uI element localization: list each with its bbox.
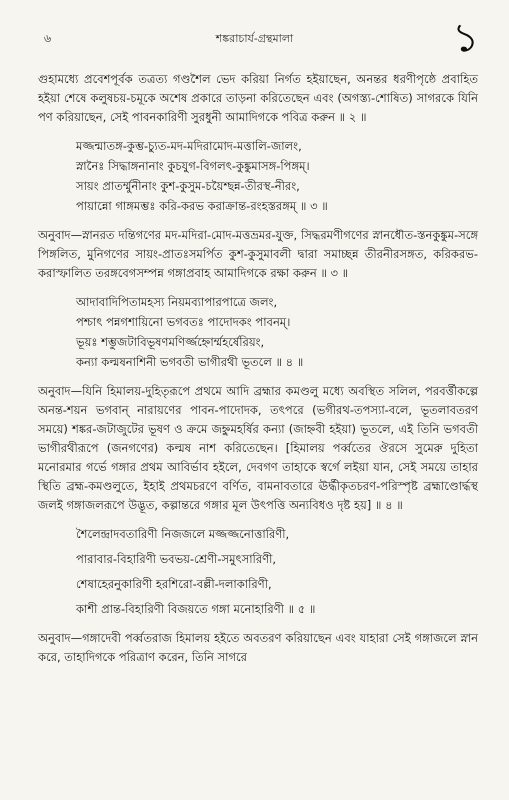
- verse-line: পারাবার-বিহারিণী ভবভয়-শ্রেণী-সমুৎসারিণী,: [76, 552, 277, 566]
- running-title: শঙ্করাচার্য-গ্রন্থমালা: [215, 32, 294, 45]
- verse-line: কন্যা কল্মষনাশিনী ভগবতী ভাগীরথী ভূতলে ॥ ৪ ॥: [76, 355, 304, 369]
- verse-4: [76, 293, 478, 372]
- verse-line: ভূয়ঃ শম্ভুজটাবিভূষণমণির্জ্জহ্নোর্ম্মহর্ষেরিয়ং,: [76, 335, 265, 349]
- verse-line: মজ্জন্মাতঙ্গ-কুম্ভ-চ্যুত-মদ-মদিরামোদ-মত্তালি-জালং,: [76, 139, 302, 153]
- verse-line: পায়ান্নো গাঙ্গমম্ভঃ করি-করভ করাক্রান্ত-রংহস্তরঙ্গম্ ॥ ৩ ॥: [76, 199, 328, 213]
- verse-line: স্নানৈঃ সিদ্ধাঙ্গনানাং কুচযুগ-বিগলৎ-কুঙ্কুমাসঙ্গ-পিঙ্গম্।: [76, 159, 310, 173]
- paragraph-translation-5: অনুবাদ—গঙ্গাদেবী পর্ব্বতরাজ হিমালয় হইতে অবতরণ করিয়াছেন এবং যাহারা সেই গঙ্গাজলে স্নান করে, তাহাদিগকে পরিত্রাণ করেন, তিনি সাগরে: [38, 631, 478, 664]
- running-header: [44, 30, 465, 50]
- paragraph-translation-2: গুহামধ্যে প্রবেশপূর্বক তত্রত্য গণ্ডশৈল ভেদ করিয়া নির্গত হইয়াছেন, অনন্তর ধরণীপৃষ্ঠে প্রবাহিত হইয়া শেষে কলুষচয়-চমূকে অশেষ প্রকারে তাড়না করিতেছেন এবং (অগস্ত্য-শোষিত) সাগরকে যিনি পণ করিয়াছেন, সেই পাবনকারিণী সুরধুনী আমাদিগকে পবিত্র করুন ॥ ২ ॥: [38, 72, 478, 124]
- paragraph-translation-3: অনুবাদ—স্নানরত দন্তিগণের মদ-মদিরা-মোদ-মত্তভ্রমর-যুক্ত, সিদ্ধরমণীগণের স্নানধৌত-স্তনকুঙ্কুম-সঙ্গে পিঙ্গলিত, মুনিগণের সায়ং-প্রাতঃসমর্পিত কুশ-কুসুমাবলী দ্বারা সমাচ্ছন্ন তীরনীরসঙ্গত, করিকরভ-করাস্ফালিত তরঙ্গবেগসম্পন্ন গঙ্গাপ্রবাহ আমাদিগকে রক্ষা করুন ॥ ৩ ॥: [38, 228, 478, 280]
- page-body: [38, 70, 478, 673]
- verse-5: [76, 525, 478, 619]
- verse-line: পশ্চাৎ পন্নগশায়িনো ভগবতঃ পাদোদকং পাবনম্।: [76, 315, 291, 329]
- paragraph-translation-4: অনুবাদ—যিনি হিমালয়-দুহিতৃরূপে প্রথমে আদি ব্রহ্মার কমণ্ডলু মধ্যে অবস্থিত সলিল, পরবর্ত্তীকল্পে অনন্ত-শয়ন ভগবান্ নারায়ণের পাবন-পাদোদক, তৎপরে (ভগীরথ-তপস্যা-বলে, ভূতলাবতরণ সময়ে) শঙ্কর-জটাজুটের ভূষণ ও ক্রমে জহ্নুমহর্ষির কন্যা (জাহ্নবী হইয়া) ভূতলে, এই তিনি ভগবতী ভাগীরথীরূপে (জনগণের) কল্মষ নাশ করিতেছেন। [হিমালয় পর্ব্বতের ঔরসে সুমেরু দুহিতা মনোরমার গর্ভে গঙ্গার প্রথম আবির্ভাব হইলে, দেবগণ তাহাকে স্বর্গে লইয়া যান, সেই সময়ে তাহার স্থিতি ব্রহ্ম-কমণ্ডলুতে, ইহাই প্রথমচরণে বর্ণিত, বামনাবতারে ঊর্দ্ধীকৃতচরণ-পরিস্পৃষ্ট ব্রহ্মাণ্ডোর্দ্ধস্থ জলই গঙ্গাজলরূপে উদ্ভূত, কল্পান্তরে গঙ্গার মূল উৎপত্তি অন্যবিধও দৃষ্ট হয়] ॥ ৪ ॥: [38, 384, 478, 512]
- verse-line: কাশী প্রান্ত-বিহারিণী বিজয়তে গঙ্গা মনোহারিণী ॥ ৫ ॥: [76, 602, 316, 616]
- verse-line: শেষাহেরনুকারিণী হরশিরো-বল্লী-দলাকারিণী,: [76, 577, 272, 591]
- verse-line: শৈলেন্দ্রাদবতারিণী নিজজলে মজ্জজ্জনোত্তারিণী,: [76, 527, 290, 541]
- verse-line: সায়ং প্রাতর্ম্মুনীনাং কুশ-কুসুম-চয়ৈশ্ছন্ন-তীরস্থ-নীরং,: [76, 179, 300, 193]
- page-number: ৬: [44, 32, 52, 45]
- verse-3: [76, 137, 478, 216]
- verse-line: আদাবাদিপিতামহস্য নিয়মব্যাপারপাত্রে জলং,: [76, 295, 278, 309]
- handwritten-number: ১: [450, 13, 482, 63]
